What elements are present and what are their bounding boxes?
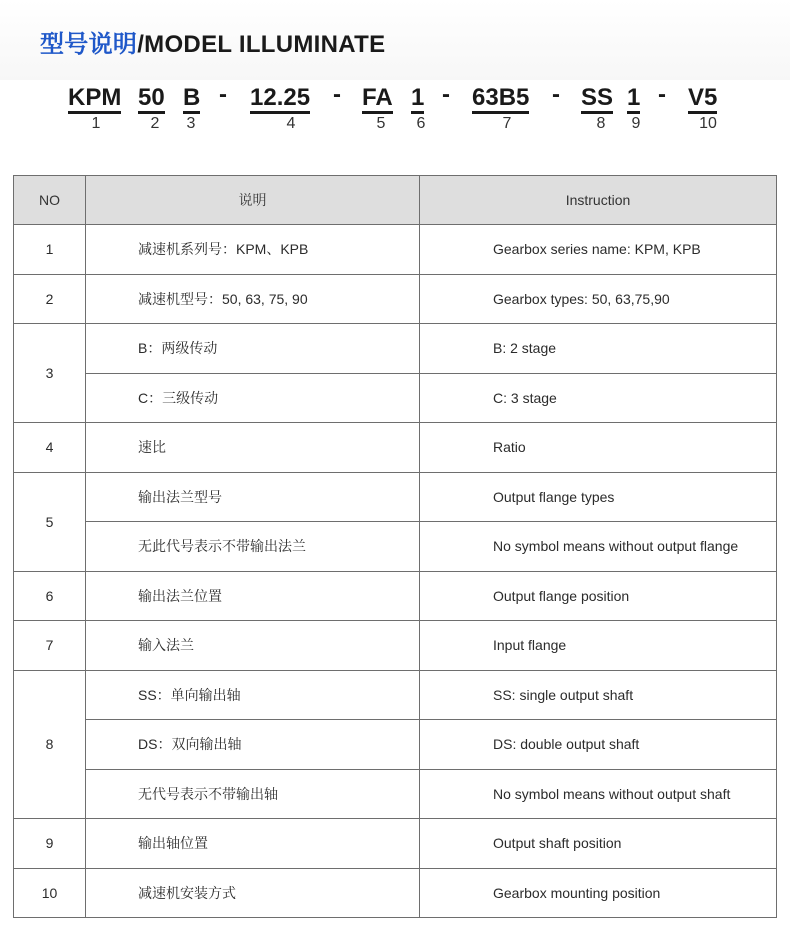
table-row	[14, 472, 777, 522]
row-no: 7	[14, 621, 86, 671]
row-cn: 无此代号表示不带输出法兰	[86, 522, 420, 572]
row-en: Input flange	[420, 621, 777, 671]
segment-index: 1	[91, 115, 101, 132]
page-title-cn: 型号说明	[40, 31, 138, 58]
model-dash: -	[442, 81, 450, 108]
row-cn: 减速机系列号：KPM、KPB	[86, 225, 420, 275]
model-segment: SS	[581, 82, 613, 114]
row-no: 5	[14, 472, 86, 571]
table-row	[14, 274, 777, 324]
row-cn: B：两级传动	[86, 324, 420, 374]
row-en: Ratio	[420, 423, 777, 473]
table-row	[14, 373, 777, 423]
header-cn: 说明	[86, 176, 420, 225]
header-no: NO	[14, 176, 86, 225]
row-no: 6	[14, 571, 86, 621]
page-title	[40, 24, 385, 59]
row-no: 4	[14, 423, 86, 473]
row-en: Gearbox series name: KPM, KPB	[420, 225, 777, 275]
model-segment: V5	[688, 82, 717, 114]
row-cn: SS：单向输出轴	[86, 670, 420, 720]
segment-index: 9	[631, 115, 641, 132]
segment-index: 4	[286, 115, 296, 132]
row-no: 1	[14, 225, 86, 275]
table-row	[14, 571, 777, 621]
row-en: No symbol means without output shaft	[420, 769, 777, 819]
model-dash: -	[658, 81, 666, 108]
table-row	[14, 522, 777, 572]
row-en: C: 3 stage	[420, 373, 777, 423]
segment-index: 2	[150, 115, 160, 132]
row-cn: 无代号表示不带输出轴	[86, 769, 420, 819]
row-cn: 输入法兰	[86, 621, 420, 671]
table-row	[14, 769, 777, 819]
table-row	[14, 225, 777, 275]
header-en: Instruction	[420, 176, 777, 225]
model-code-diagram	[0, 82, 790, 142]
model-segment: 1	[627, 82, 640, 114]
table-row	[14, 819, 777, 869]
model-dash: -	[552, 81, 560, 108]
row-no: 2	[14, 274, 86, 324]
segment-index: 6	[416, 115, 426, 132]
row-no: 10	[14, 868, 86, 918]
segment-index: 5	[376, 115, 386, 132]
row-en: Output flange position	[420, 571, 777, 621]
row-cn: 减速机型号：50, 63, 75, 90	[86, 274, 420, 324]
row-cn: DS：双向输出轴	[86, 720, 420, 770]
row-cn: 输出法兰型号	[86, 472, 420, 522]
row-cn: 减速机安装方式	[86, 868, 420, 918]
table-row	[14, 324, 777, 374]
row-en: B: 2 stage	[420, 324, 777, 374]
table-row	[14, 670, 777, 720]
table-row	[14, 720, 777, 770]
page-title-en: /MODEL ILLUMINATE	[137, 31, 386, 58]
segment-index: 10	[699, 115, 717, 132]
model-segment: 12.25	[250, 82, 310, 114]
row-cn: 输出轴位置	[86, 819, 420, 869]
model-segment: 63B5	[472, 82, 529, 114]
table-row	[14, 621, 777, 671]
table-header-row	[14, 176, 777, 225]
segment-index: 7	[502, 115, 512, 132]
row-en: Gearbox types: 50, 63,75,90	[420, 274, 777, 324]
table-row	[14, 423, 777, 473]
row-en: SS: single output shaft	[420, 670, 777, 720]
segment-index: 8	[596, 115, 606, 132]
row-en: DS: double output shaft	[420, 720, 777, 770]
segment-index: 3	[186, 115, 196, 132]
model-segment: 50	[138, 82, 165, 114]
model-segment: KPM	[68, 82, 121, 114]
model-segment: FA	[362, 82, 393, 114]
row-en: Output shaft position	[420, 819, 777, 869]
row-en: Output flange types	[420, 472, 777, 522]
row-no: 9	[14, 819, 86, 869]
table-row	[14, 868, 777, 918]
row-no: 3	[14, 324, 86, 423]
row-en: Gearbox mounting position	[420, 868, 777, 918]
row-cn: 输出法兰位置	[86, 571, 420, 621]
row-no: 8	[14, 670, 86, 819]
row-cn: C：三级传动	[86, 373, 420, 423]
model-dash: -	[219, 81, 227, 108]
spec-table	[13, 175, 777, 918]
model-dash: -	[333, 81, 341, 108]
model-segment: B	[183, 82, 200, 114]
model-segment: 1	[411, 82, 424, 114]
row-cn: 速比	[86, 423, 420, 473]
row-en: No symbol means without output flange	[420, 522, 777, 572]
